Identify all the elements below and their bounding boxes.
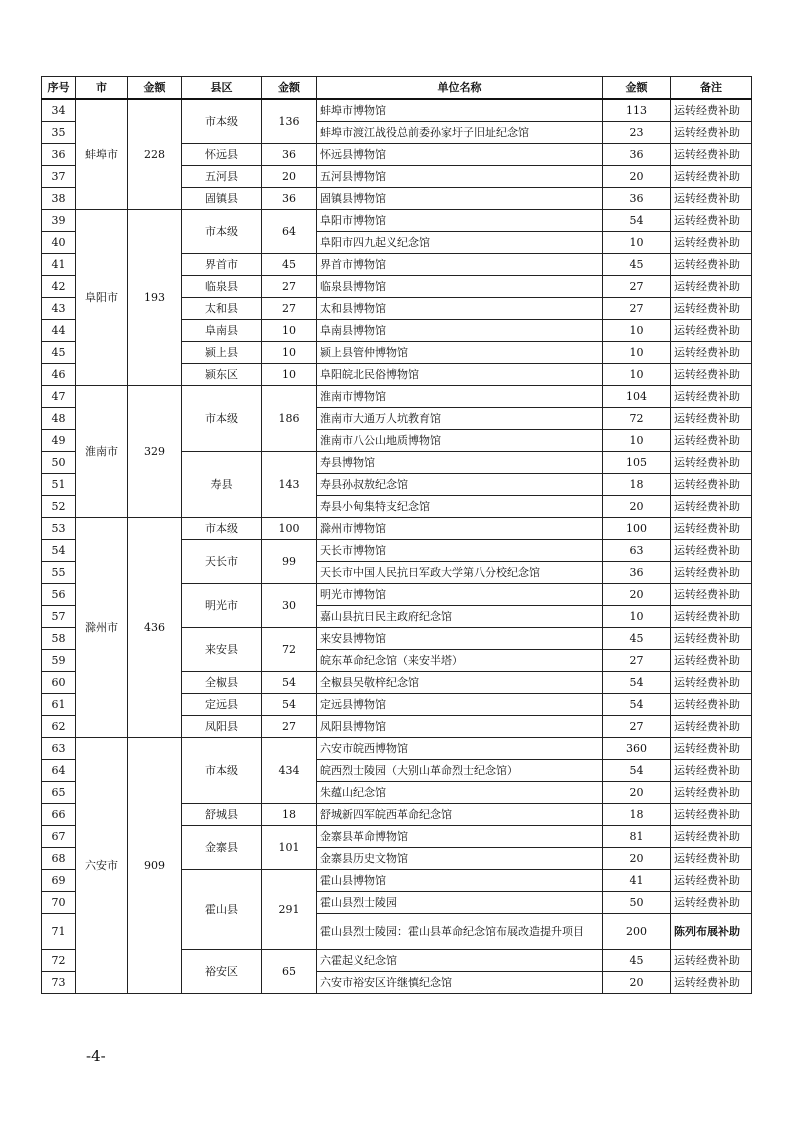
cell-no: 41	[42, 254, 76, 276]
cell-note: 运转经费补助	[671, 628, 752, 650]
cell-unit: 临泉县博物馆	[317, 276, 603, 298]
cell-note: 运转经费补助	[671, 166, 752, 188]
header-no: 序号	[42, 77, 76, 100]
cell-no: 42	[42, 276, 76, 298]
cell-note: 运转经费补助	[671, 298, 752, 320]
cell-no: 50	[42, 452, 76, 474]
cell-county-amount: 10	[262, 342, 317, 364]
cell-unit: 界首市博物馆	[317, 254, 603, 276]
cell-city: 蚌埠市	[76, 99, 128, 210]
cell-city-amount: 193	[128, 210, 182, 386]
cell-note: 运转经费补助	[671, 870, 752, 892]
cell-unit: 太和县博物馆	[317, 298, 603, 320]
page-number: -4-	[86, 1047, 106, 1065]
cell-county-amount: 18	[262, 804, 317, 826]
cell-note: 运转经费补助	[671, 694, 752, 716]
cell-note: 运转经费补助	[671, 892, 752, 914]
cell-amount: 10	[603, 606, 671, 628]
cell-unit: 六安市裕安区许继慎纪念馆	[317, 972, 603, 994]
cell-no: 67	[42, 826, 76, 848]
cell-unit: 凤阳县博物馆	[317, 716, 603, 738]
cell-amount: 63	[603, 540, 671, 562]
cell-no: 43	[42, 298, 76, 320]
cell-county: 怀远县	[182, 144, 262, 166]
table-row	[42, 738, 752, 760]
cell-note: 运转经费补助	[671, 716, 752, 738]
cell-note: 运转经费补助	[671, 122, 752, 144]
cell-amount: 10	[603, 342, 671, 364]
cell-note: 运转经费补助	[671, 606, 752, 628]
cell-county-amount: 27	[262, 716, 317, 738]
cell-no: 39	[42, 210, 76, 232]
cell-amount: 10	[603, 364, 671, 386]
cell-amount: 10	[603, 320, 671, 342]
cell-note: 运转经费补助	[671, 320, 752, 342]
cell-county: 市本级	[182, 738, 262, 804]
cell-note: 运转经费补助	[671, 738, 752, 760]
cell-amount: 20	[603, 848, 671, 870]
cell-county-amount: 36	[262, 144, 317, 166]
header-county-amount: 金额	[262, 77, 317, 100]
cell-no: 63	[42, 738, 76, 760]
cell-no: 36	[42, 144, 76, 166]
cell-unit: 霍山县烈士陵园：霍山县革命纪念馆布展改造提升项目	[317, 914, 603, 950]
cell-no: 61	[42, 694, 76, 716]
cell-no: 66	[42, 804, 76, 826]
cell-note: 运转经费补助	[671, 254, 752, 276]
cell-no: 34	[42, 99, 76, 122]
cell-note: 运转经费补助	[671, 210, 752, 232]
cell-county: 全椒县	[182, 672, 262, 694]
cell-unit: 阜阳市博物馆	[317, 210, 603, 232]
cell-unit: 滁州市博物馆	[317, 518, 603, 540]
cell-unit: 来安县博物馆	[317, 628, 603, 650]
cell-county: 定远县	[182, 694, 262, 716]
cell-amount: 54	[603, 760, 671, 782]
cell-unit: 阜阳市四九起义纪念馆	[317, 232, 603, 254]
cell-note: 运转经费补助	[671, 760, 752, 782]
cell-county-amount: 20	[262, 166, 317, 188]
cell-amount: 10	[603, 232, 671, 254]
header-city: 市	[76, 77, 128, 100]
cell-county-amount: 136	[262, 99, 317, 144]
cell-unit: 皖东革命纪念馆（来安半塔）	[317, 650, 603, 672]
cell-amount: 54	[603, 672, 671, 694]
cell-amount: 45	[603, 628, 671, 650]
cell-no: 40	[42, 232, 76, 254]
cell-amount: 20	[603, 584, 671, 606]
cell-unit: 颍上县管仲博物馆	[317, 342, 603, 364]
cell-note: 运转经费补助	[671, 972, 752, 994]
cell-unit: 蚌埠市渡江战役总前委孙家圩子旧址纪念馆	[317, 122, 603, 144]
cell-note: 运转经费补助	[671, 276, 752, 298]
cell-amount: 41	[603, 870, 671, 892]
cell-amount: 104	[603, 386, 671, 408]
cell-note: 运转经费补助	[671, 562, 752, 584]
cell-amount: 113	[603, 99, 671, 122]
header-county: 县区	[182, 77, 262, 100]
cell-city-amount: 909	[128, 738, 182, 994]
cell-county-amount: 434	[262, 738, 317, 804]
cell-county: 来安县	[182, 628, 262, 672]
cell-county-amount: 291	[262, 870, 317, 950]
cell-amount: 23	[603, 122, 671, 144]
cell-city: 滁州市	[76, 518, 128, 738]
cell-no: 62	[42, 716, 76, 738]
cell-amount: 18	[603, 804, 671, 826]
funding-table	[41, 76, 752, 994]
cell-county: 金寨县	[182, 826, 262, 870]
cell-amount: 27	[603, 276, 671, 298]
cell-no: 37	[42, 166, 76, 188]
cell-amount: 45	[603, 950, 671, 972]
cell-unit: 定远县博物馆	[317, 694, 603, 716]
cell-county: 市本级	[182, 386, 262, 452]
cell-no: 73	[42, 972, 76, 994]
cell-note: 陈列布展补助	[671, 914, 752, 950]
cell-note: 运转经费补助	[671, 496, 752, 518]
cell-unit: 霍山县博物馆	[317, 870, 603, 892]
cell-amount: 18	[603, 474, 671, 496]
cell-unit: 皖西烈士陵园（大别山革命烈士纪念馆）	[317, 760, 603, 782]
cell-no: 45	[42, 342, 76, 364]
cell-unit: 五河县博物馆	[317, 166, 603, 188]
cell-no: 48	[42, 408, 76, 430]
cell-unit: 怀远县博物馆	[317, 144, 603, 166]
cell-amount: 27	[603, 650, 671, 672]
cell-no: 38	[42, 188, 76, 210]
cell-note: 运转经费补助	[671, 804, 752, 826]
cell-county-amount: 64	[262, 210, 317, 254]
cell-county: 颍东区	[182, 364, 262, 386]
cell-unit: 阜阳皖北民俗博物馆	[317, 364, 603, 386]
cell-note: 运转经费补助	[671, 950, 752, 972]
cell-amount: 20	[603, 782, 671, 804]
cell-note: 运转经费补助	[671, 386, 752, 408]
cell-note: 运转经费补助	[671, 540, 752, 562]
cell-unit: 霍山县烈士陵园	[317, 892, 603, 914]
cell-county: 凤阳县	[182, 716, 262, 738]
cell-amount: 54	[603, 210, 671, 232]
cell-unit: 金寨县革命博物馆	[317, 826, 603, 848]
cell-county: 颍上县	[182, 342, 262, 364]
cell-county-amount: 10	[262, 364, 317, 386]
table-header-row	[42, 77, 752, 100]
cell-no: 53	[42, 518, 76, 540]
cell-no: 72	[42, 950, 76, 972]
cell-note: 运转经费补助	[671, 232, 752, 254]
cell-amount: 72	[603, 408, 671, 430]
cell-no: 59	[42, 650, 76, 672]
header-unit-amount: 金额	[603, 77, 671, 100]
cell-amount: 54	[603, 694, 671, 716]
cell-county-amount: 100	[262, 518, 317, 540]
cell-no: 56	[42, 584, 76, 606]
cell-city: 阜阳市	[76, 210, 128, 386]
cell-county-amount: 10	[262, 320, 317, 342]
cell-unit: 朱蕴山纪念馆	[317, 782, 603, 804]
cell-amount: 10	[603, 430, 671, 452]
cell-unit: 淮南市大通万人坑教育馆	[317, 408, 603, 430]
cell-no: 71	[42, 914, 76, 950]
cell-amount: 81	[603, 826, 671, 848]
cell-no: 44	[42, 320, 76, 342]
cell-unit: 嘉山县抗日民主政府纪念馆	[317, 606, 603, 628]
cell-unit: 舒城新四军皖西革命纪念馆	[317, 804, 603, 826]
cell-note: 运转经费补助	[671, 408, 752, 430]
cell-county: 舒城县	[182, 804, 262, 826]
cell-no: 60	[42, 672, 76, 694]
cell-unit: 淮南市八公山地质博物馆	[317, 430, 603, 452]
cell-no: 51	[42, 474, 76, 496]
cell-county-amount: 143	[262, 452, 317, 518]
cell-county: 天长市	[182, 540, 262, 584]
cell-amount: 50	[603, 892, 671, 914]
cell-county-amount: 27	[262, 276, 317, 298]
cell-county-amount: 36	[262, 188, 317, 210]
cell-no: 47	[42, 386, 76, 408]
cell-county: 市本级	[182, 518, 262, 540]
cell-unit: 寿县博物馆	[317, 452, 603, 474]
cell-no: 68	[42, 848, 76, 870]
cell-no: 64	[42, 760, 76, 782]
cell-county: 临泉县	[182, 276, 262, 298]
table-row	[42, 386, 752, 408]
table-row	[42, 210, 752, 232]
cell-unit: 阜南县博物馆	[317, 320, 603, 342]
cell-amount: 20	[603, 166, 671, 188]
cell-amount: 45	[603, 254, 671, 276]
cell-note: 运转经费补助	[671, 518, 752, 540]
cell-note: 运转经费补助	[671, 848, 752, 870]
cell-amount: 200	[603, 914, 671, 950]
cell-county-amount: 30	[262, 584, 317, 628]
cell-county-amount: 65	[262, 950, 317, 994]
cell-no: 69	[42, 870, 76, 892]
cell-no: 35	[42, 122, 76, 144]
cell-note: 运转经费补助	[671, 826, 752, 848]
cell-no: 58	[42, 628, 76, 650]
cell-no: 70	[42, 892, 76, 914]
cell-no: 54	[42, 540, 76, 562]
cell-unit: 全椒县吴敬梓纪念馆	[317, 672, 603, 694]
cell-amount: 20	[603, 972, 671, 994]
cell-no: 49	[42, 430, 76, 452]
cell-note: 运转经费补助	[671, 650, 752, 672]
cell-city: 淮南市	[76, 386, 128, 518]
cell-note: 运转经费补助	[671, 474, 752, 496]
cell-county-amount: 27	[262, 298, 317, 320]
cell-note: 运转经费补助	[671, 782, 752, 804]
cell-note: 运转经费补助	[671, 188, 752, 210]
header-city-amount: 金额	[128, 77, 182, 100]
cell-unit: 固镇县博物馆	[317, 188, 603, 210]
cell-amount: 27	[603, 298, 671, 320]
cell-no: 57	[42, 606, 76, 628]
cell-city-amount: 436	[128, 518, 182, 738]
cell-note: 运转经费补助	[671, 144, 752, 166]
cell-county-amount: 99	[262, 540, 317, 584]
cell-unit: 寿县孙叔敖纪念馆	[317, 474, 603, 496]
cell-county: 市本级	[182, 210, 262, 254]
cell-note: 运转经费补助	[671, 342, 752, 364]
cell-unit: 六安市皖西博物馆	[317, 738, 603, 760]
cell-unit: 天长市中国人民抗日军政大学第八分校纪念馆	[317, 562, 603, 584]
cell-county: 明光市	[182, 584, 262, 628]
table-row	[42, 99, 752, 122]
cell-county: 裕安区	[182, 950, 262, 994]
cell-unit: 金寨县历史文物馆	[317, 848, 603, 870]
cell-unit: 天长市博物馆	[317, 540, 603, 562]
cell-unit: 六霍起义纪念馆	[317, 950, 603, 972]
cell-county: 市本级	[182, 99, 262, 144]
cell-unit: 寿县小甸集特支纪念馆	[317, 496, 603, 518]
cell-amount: 36	[603, 562, 671, 584]
cell-county: 五河县	[182, 166, 262, 188]
cell-amount: 100	[603, 518, 671, 540]
cell-amount: 36	[603, 144, 671, 166]
table-row	[42, 518, 752, 540]
cell-county-amount: 101	[262, 826, 317, 870]
cell-amount: 27	[603, 716, 671, 738]
cell-city-amount: 228	[128, 99, 182, 210]
cell-county: 阜南县	[182, 320, 262, 342]
cell-amount: 105	[603, 452, 671, 474]
cell-amount: 20	[603, 496, 671, 518]
cell-county-amount: 54	[262, 694, 317, 716]
cell-note: 运转经费补助	[671, 364, 752, 386]
cell-unit: 淮南市博物馆	[317, 386, 603, 408]
cell-city-amount: 329	[128, 386, 182, 518]
cell-county-amount: 72	[262, 628, 317, 672]
cell-county: 固镇县	[182, 188, 262, 210]
cell-county-amount: 54	[262, 672, 317, 694]
cell-county: 霍山县	[182, 870, 262, 950]
cell-amount: 36	[603, 188, 671, 210]
cell-no: 55	[42, 562, 76, 584]
cell-county: 界首市	[182, 254, 262, 276]
cell-note: 运转经费补助	[671, 584, 752, 606]
cell-county-amount: 186	[262, 386, 317, 452]
cell-note: 运转经费补助	[671, 672, 752, 694]
header-note: 备注	[671, 77, 752, 100]
cell-note: 运转经费补助	[671, 452, 752, 474]
cell-county-amount: 45	[262, 254, 317, 276]
header-unit: 单位名称	[317, 77, 603, 100]
cell-county: 寿县	[182, 452, 262, 518]
cell-city: 六安市	[76, 738, 128, 994]
cell-county: 太和县	[182, 298, 262, 320]
cell-note: 运转经费补助	[671, 99, 752, 122]
cell-no: 65	[42, 782, 76, 804]
cell-no: 46	[42, 364, 76, 386]
cell-unit: 明光市博物馆	[317, 584, 603, 606]
cell-unit: 蚌埠市博物馆	[317, 99, 603, 122]
cell-no: 52	[42, 496, 76, 518]
cell-note: 运转经费补助	[671, 430, 752, 452]
cell-amount: 360	[603, 738, 671, 760]
